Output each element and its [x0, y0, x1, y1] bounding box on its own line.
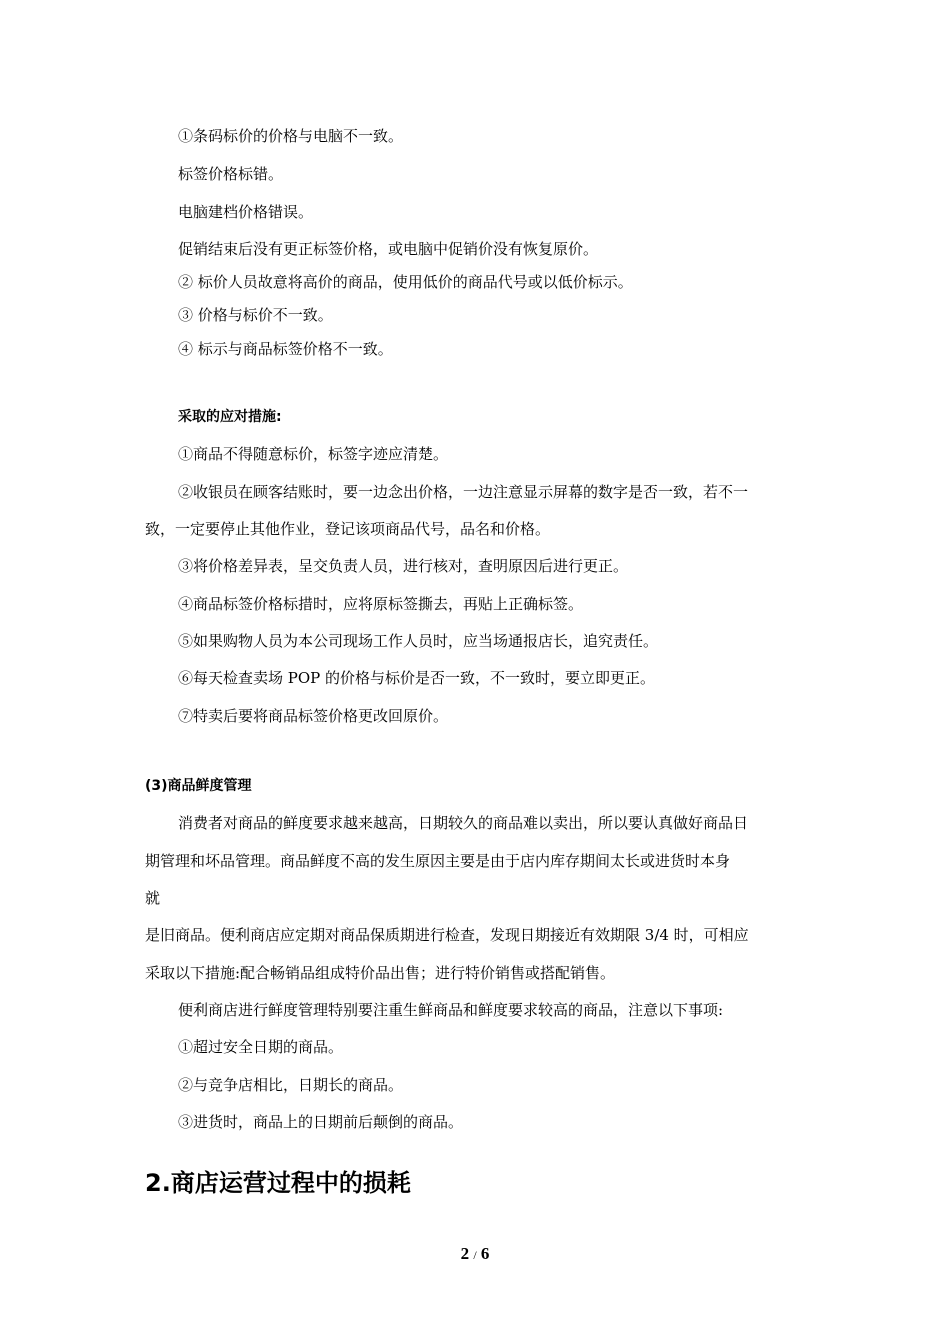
freshness-heading: (3)商品鲜度管理 [145, 778, 252, 794]
freshness-note: 便利商店进行鲜度管理特别要注重生鲜商品和鲜度要求较高的商品，注意以下事项: [178, 1001, 724, 1019]
price-issue-line: ①条码标价的价格与电脑不一致。 [178, 127, 404, 145]
price-issue-line: 电脑建档价格错误。 [178, 203, 314, 221]
measure-item: ⑦特卖后要将商品标签价格更改回原价。 [178, 707, 449, 725]
price-issue-line: ④ 标示与商品标签价格不一致。 [178, 340, 393, 358]
price-issue-line: ③ 价格与标价不一致。 [178, 306, 333, 324]
measure-item: ②收银员在顾客结账时，要一边念出价格，一边注意显示屏幕的数字是否一致，若不一 [178, 483, 749, 501]
freshness-paragraph-line: 是旧商品。便利商店应定期对商品保质期进行检查，发现日期接近有效期限 3/4 时，可相应 [145, 926, 749, 944]
measure-item: ④商品标签价格标措时，应将原标签撕去，再贴上正确标签。 [178, 595, 584, 613]
freshness-item: ②与竞争店相比，日期长的商品。 [178, 1076, 404, 1094]
measure-item: ⑤如果购物人员为本公司现场工作人员时，应当场通报店长，追究责任。 [178, 632, 659, 650]
freshness-paragraph-line: 消费者对商品的鲜度要求越来越高，日期较久的商品难以卖出，所以要认真做好商品日 [178, 814, 749, 832]
page-total: 6 [480, 1244, 490, 1263]
freshness-item: ③进货时，商品上的日期前后颠倒的商品。 [178, 1113, 464, 1131]
measures-heading: 采取的应对措施: [178, 409, 282, 425]
measure-item: ⑥每天检查卖场 POP 的价格与标价是否一致，不一致时，要立即更正。 [178, 669, 656, 687]
measure-item: ③将价格差异表，呈交负责人员，进行核对，查明原因后进行更正。 [178, 557, 629, 575]
page-separator: / [473, 1248, 477, 1262]
price-issue-line: 促销结束后没有更正标签价格，或电脑中促销价没有恢复原价。 [178, 240, 599, 258]
freshness-paragraph-line: 采取以下措施:配合畅销品组成特价品出售；进行特价销售或搭配销售。 [145, 964, 616, 982]
page-number [0, 1244, 950, 1265]
price-issue-line: 标签价格标错。 [178, 165, 284, 183]
page-current: 2 [460, 1244, 470, 1263]
freshness-paragraph-line: 就 [145, 889, 161, 907]
section-title: 2.商店运营过程中的损耗 [145, 1169, 411, 1197]
freshness-paragraph-line: 期管理和坏品管理。商品鲜度不高的发生原因主要是由于店内库存期间太长或进货时本身 [145, 852, 731, 870]
measure-item: ①商品不得随意标价，标签字迹应清楚。 [178, 445, 449, 463]
measure-item-continuation: 致，一定要停止其他作业，登记该项商品代号，品名和价格。 [145, 520, 551, 538]
freshness-item: ①超过安全日期的商品。 [178, 1038, 344, 1056]
price-issue-line: ② 标价人员故意将高价的商品，使用低价的商品代号或以低价标示。 [178, 273, 633, 291]
